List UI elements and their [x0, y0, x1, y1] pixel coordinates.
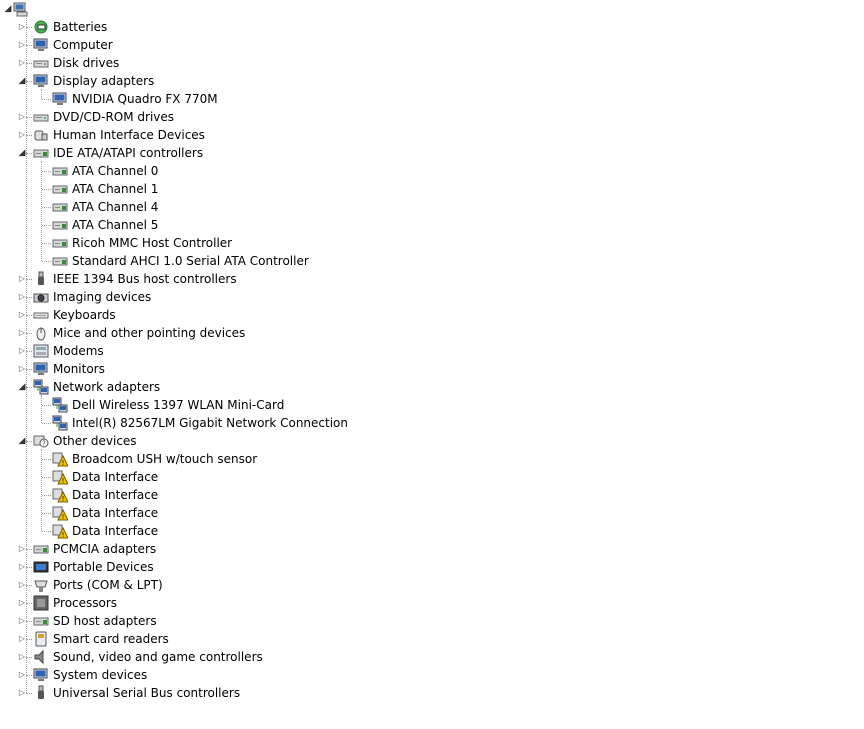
tree-node-label: Human Interface Devices	[53, 128, 205, 142]
tree-child-node[interactable]	[0, 450, 340, 468]
tree-connector-line	[42, 261, 51, 262]
svg-text:!: !	[61, 477, 65, 485]
network-adapter-icon	[52, 397, 68, 413]
tree-child-node[interactable]	[0, 90, 340, 108]
warning-device-icon	[52, 523, 68, 539]
tree-node[interactable]	[0, 630, 320, 648]
expand-arrow-icon[interactable]: ▷	[18, 58, 26, 67]
tree-node[interactable]	[0, 432, 320, 450]
tree-child-node[interactable]	[0, 504, 340, 522]
tree-node[interactable]	[0, 144, 320, 162]
collapse-arrow-icon[interactable]: ◢	[4, 4, 12, 14]
tree-node-label: Sound, video and game controllers	[53, 650, 263, 664]
tree-child-node[interactable]	[0, 486, 340, 504]
tree-connector-line	[42, 423, 51, 424]
tree-child-label: NVIDIA Quadro FX 770M	[72, 92, 218, 106]
tree-child-node[interactable]	[0, 216, 340, 234]
hid-icon	[33, 127, 49, 143]
tree-node-label: Processors	[53, 596, 118, 610]
tree-node-label: Network adapters	[53, 380, 161, 394]
tree-node[interactable]	[0, 594, 320, 612]
tree-child-node[interactable]	[0, 396, 340, 414]
tree-node[interactable]	[0, 684, 320, 702]
ide-controller-icon	[52, 217, 68, 233]
expand-arrow-icon[interactable]: ▷	[18, 346, 26, 355]
expand-arrow-icon[interactable]: ▷	[18, 292, 26, 301]
collapse-arrow-icon[interactable]: ◢	[18, 76, 26, 86]
collapse-arrow-icon[interactable]: ◢	[18, 382, 26, 392]
sd-adapter-icon	[33, 613, 49, 629]
keyboard-icon	[33, 307, 49, 323]
tree-child-node[interactable]	[0, 468, 340, 486]
pcmcia-icon	[33, 541, 49, 557]
tree-node-label: Batteries	[53, 20, 108, 34]
tree-node[interactable]	[0, 612, 320, 630]
usb-icon	[33, 685, 49, 701]
tree-child-node[interactable]	[0, 234, 340, 252]
speaker-icon	[33, 649, 49, 665]
tree-node-label: Disk drives	[53, 56, 120, 70]
processor-icon	[33, 595, 49, 611]
tree-node-label: IEEE 1394 Bus host controllers	[53, 272, 237, 286]
tree-child-node[interactable]	[0, 198, 340, 216]
tree-connector-line	[42, 459, 51, 460]
tree-node[interactable]	[0, 342, 320, 360]
expand-arrow-icon[interactable]: ▷	[18, 634, 26, 643]
tree-node-label: Ports (COM & LPT)	[53, 578, 163, 592]
tree-node[interactable]	[0, 648, 320, 666]
tree-node[interactable]	[0, 108, 320, 126]
tree-child-node[interactable]	[0, 252, 340, 270]
tree-child-label: ATA Channel 1	[72, 182, 159, 196]
portable-device-icon	[33, 559, 49, 575]
svg-text:!: !	[61, 513, 65, 521]
expand-arrow-icon[interactable]: ▷	[18, 544, 26, 553]
tree-node-label: System devices	[53, 668, 148, 682]
tree-connector-line	[42, 189, 51, 190]
tree-node[interactable]	[0, 288, 320, 306]
tree-child-label: ATA Channel 0	[72, 164, 159, 178]
network-adapter-icon	[33, 379, 49, 395]
tree-child-label: Intel(R) 82567LM Gigabit Network Connection	[72, 416, 348, 430]
display-adapter-icon	[33, 73, 49, 89]
tree-connector-line	[26, 693, 32, 694]
collapse-arrow-icon[interactable]: ◢	[18, 436, 26, 446]
tree-root-node[interactable]	[0, 0, 60, 18]
ide-controller-icon	[52, 199, 68, 215]
tree-node-label: Portable Devices	[53, 560, 154, 574]
dvd-drive-icon	[33, 109, 49, 125]
tree-node-label: Monitors	[53, 362, 105, 376]
tree-node[interactable]	[0, 306, 320, 324]
warning-device-icon	[52, 487, 68, 503]
tree-node-label: SD host adapters	[53, 614, 157, 628]
tree-child-node[interactable]	[0, 522, 340, 540]
tree-connector-line	[42, 207, 51, 208]
tree-node-label: Other devices	[53, 434, 137, 448]
tree-node[interactable]	[0, 666, 320, 684]
tree-node[interactable]	[0, 72, 320, 90]
tree-node-label: Modems	[53, 344, 104, 358]
tree-node-label: Smart card readers	[53, 632, 169, 646]
tree-node-label: Display adapters	[53, 74, 155, 88]
tree-connector-line	[42, 99, 51, 100]
disk-drive-icon	[33, 55, 49, 71]
expand-arrow-icon[interactable]: ▷	[18, 130, 26, 139]
tree-child-label: Dell Wireless 1397 WLAN Mini-Card	[72, 398, 285, 412]
expand-arrow-icon[interactable]: ▷	[18, 328, 26, 337]
computer-icon	[33, 37, 49, 53]
tree-connector-line	[42, 243, 51, 244]
warning-device-icon	[52, 505, 68, 521]
expand-arrow-icon[interactable]: ▷	[18, 310, 26, 319]
expand-arrow-icon[interactable]: ▷	[18, 22, 26, 31]
ide-controller-icon	[52, 163, 68, 179]
tree-node-label: IDE ATA/ATAPI controllers	[53, 146, 204, 160]
unknown-device-icon	[33, 433, 49, 449]
tree-connector-line	[41, 449, 42, 531]
collapse-arrow-icon[interactable]: ◢	[18, 148, 26, 158]
tree-child-label: Broadcom USH w/touch sensor	[72, 452, 258, 466]
system-device-icon	[33, 667, 49, 683]
tree-node-label: Imaging devices	[53, 290, 152, 304]
smart-card-icon	[33, 631, 49, 647]
tree-child-label: Ricoh MMC Host Controller	[72, 236, 233, 250]
mouse-icon	[33, 325, 49, 341]
imaging-device-icon	[33, 289, 49, 305]
expand-arrow-icon[interactable]: ▷	[18, 274, 26, 283]
tree-node-label: Universal Serial Bus controllers	[53, 686, 241, 700]
tree-node[interactable]	[0, 54, 320, 72]
expand-arrow-icon[interactable]: ▷	[18, 112, 26, 121]
expand-arrow-icon[interactable]: ▷	[18, 364, 26, 373]
tree-node[interactable]	[0, 270, 320, 288]
svg-text:!: !	[61, 531, 65, 539]
expand-arrow-icon[interactable]: ▷	[18, 688, 26, 697]
tree-connector-line	[41, 161, 42, 261]
tree-connector-line	[42, 405, 51, 406]
battery-icon	[33, 19, 49, 35]
tree-connector-line	[42, 477, 51, 478]
tree-node-label: Keyboards	[53, 308, 116, 322]
monitor-icon	[33, 361, 49, 377]
expand-arrow-icon[interactable]: ▷	[18, 598, 26, 607]
tree-node[interactable]	[0, 324, 320, 342]
tree-node[interactable]	[0, 576, 320, 594]
port-icon	[33, 577, 49, 593]
tree-node-label: Computer	[53, 38, 113, 52]
tree-connector-line	[42, 531, 51, 532]
tree-child-label: ATA Channel 5	[72, 218, 159, 232]
warning-device-icon	[52, 451, 68, 467]
tree-connector-line	[26, 14, 27, 693]
display-adapter-icon	[52, 91, 68, 107]
tree-node[interactable]	[0, 18, 320, 36]
modem-icon	[33, 343, 49, 359]
tree-child-node[interactable]	[0, 180, 340, 198]
ide-controller-icon	[52, 235, 68, 251]
expand-arrow-icon[interactable]: ▷	[18, 580, 26, 589]
tree-child-label: Data Interface	[72, 488, 159, 502]
tree-connector-line	[42, 495, 51, 496]
expand-arrow-icon[interactable]: ▷	[18, 670, 26, 679]
ide-controller-icon	[52, 181, 68, 197]
expand-arrow-icon[interactable]: ▷	[18, 562, 26, 571]
tree-connector-line	[42, 513, 51, 514]
tree-connector-line	[42, 225, 51, 226]
expand-arrow-icon[interactable]: ▷	[18, 616, 26, 625]
tree-node-label: Mice and other pointing devices	[53, 326, 246, 340]
tree-node[interactable]	[0, 540, 320, 558]
tree-node[interactable]	[0, 126, 320, 144]
tree-node[interactable]	[0, 378, 320, 396]
network-adapter-icon	[52, 415, 68, 431]
tree-connector-line	[42, 171, 51, 172]
svg-text:!: !	[61, 459, 65, 467]
expand-arrow-icon[interactable]: ▷	[18, 652, 26, 661]
tree-node-label: PCMCIA adapters	[53, 542, 157, 556]
tree-child-label: Data Interface	[72, 506, 159, 520]
expand-arrow-icon[interactable]: ▷	[18, 40, 26, 49]
tree-child-label: Standard AHCI 1.0 Serial ATA Controller	[72, 254, 309, 268]
svg-text:!: !	[61, 495, 65, 503]
tree-child-label: Data Interface	[72, 470, 159, 484]
tree-child-label: Data Interface	[72, 524, 159, 538]
warning-device-icon	[52, 469, 68, 485]
tree-child-node[interactable]	[0, 162, 340, 180]
tree-connector-line	[41, 89, 42, 99]
svg-text:?: ?	[42, 439, 46, 448]
tree-node[interactable]	[0, 360, 320, 378]
ide-controller-icon	[33, 145, 49, 161]
tree-node[interactable]	[0, 36, 320, 54]
tree-child-label: ATA Channel 4	[72, 200, 159, 214]
tree-child-node[interactable]	[0, 414, 348, 432]
tree-connector-line	[41, 395, 42, 423]
tree-node-label: DVD/CD-ROM drives	[53, 110, 175, 124]
firewire-icon	[33, 271, 49, 287]
tree-node[interactable]	[0, 558, 320, 576]
ide-controller-icon	[52, 253, 68, 269]
